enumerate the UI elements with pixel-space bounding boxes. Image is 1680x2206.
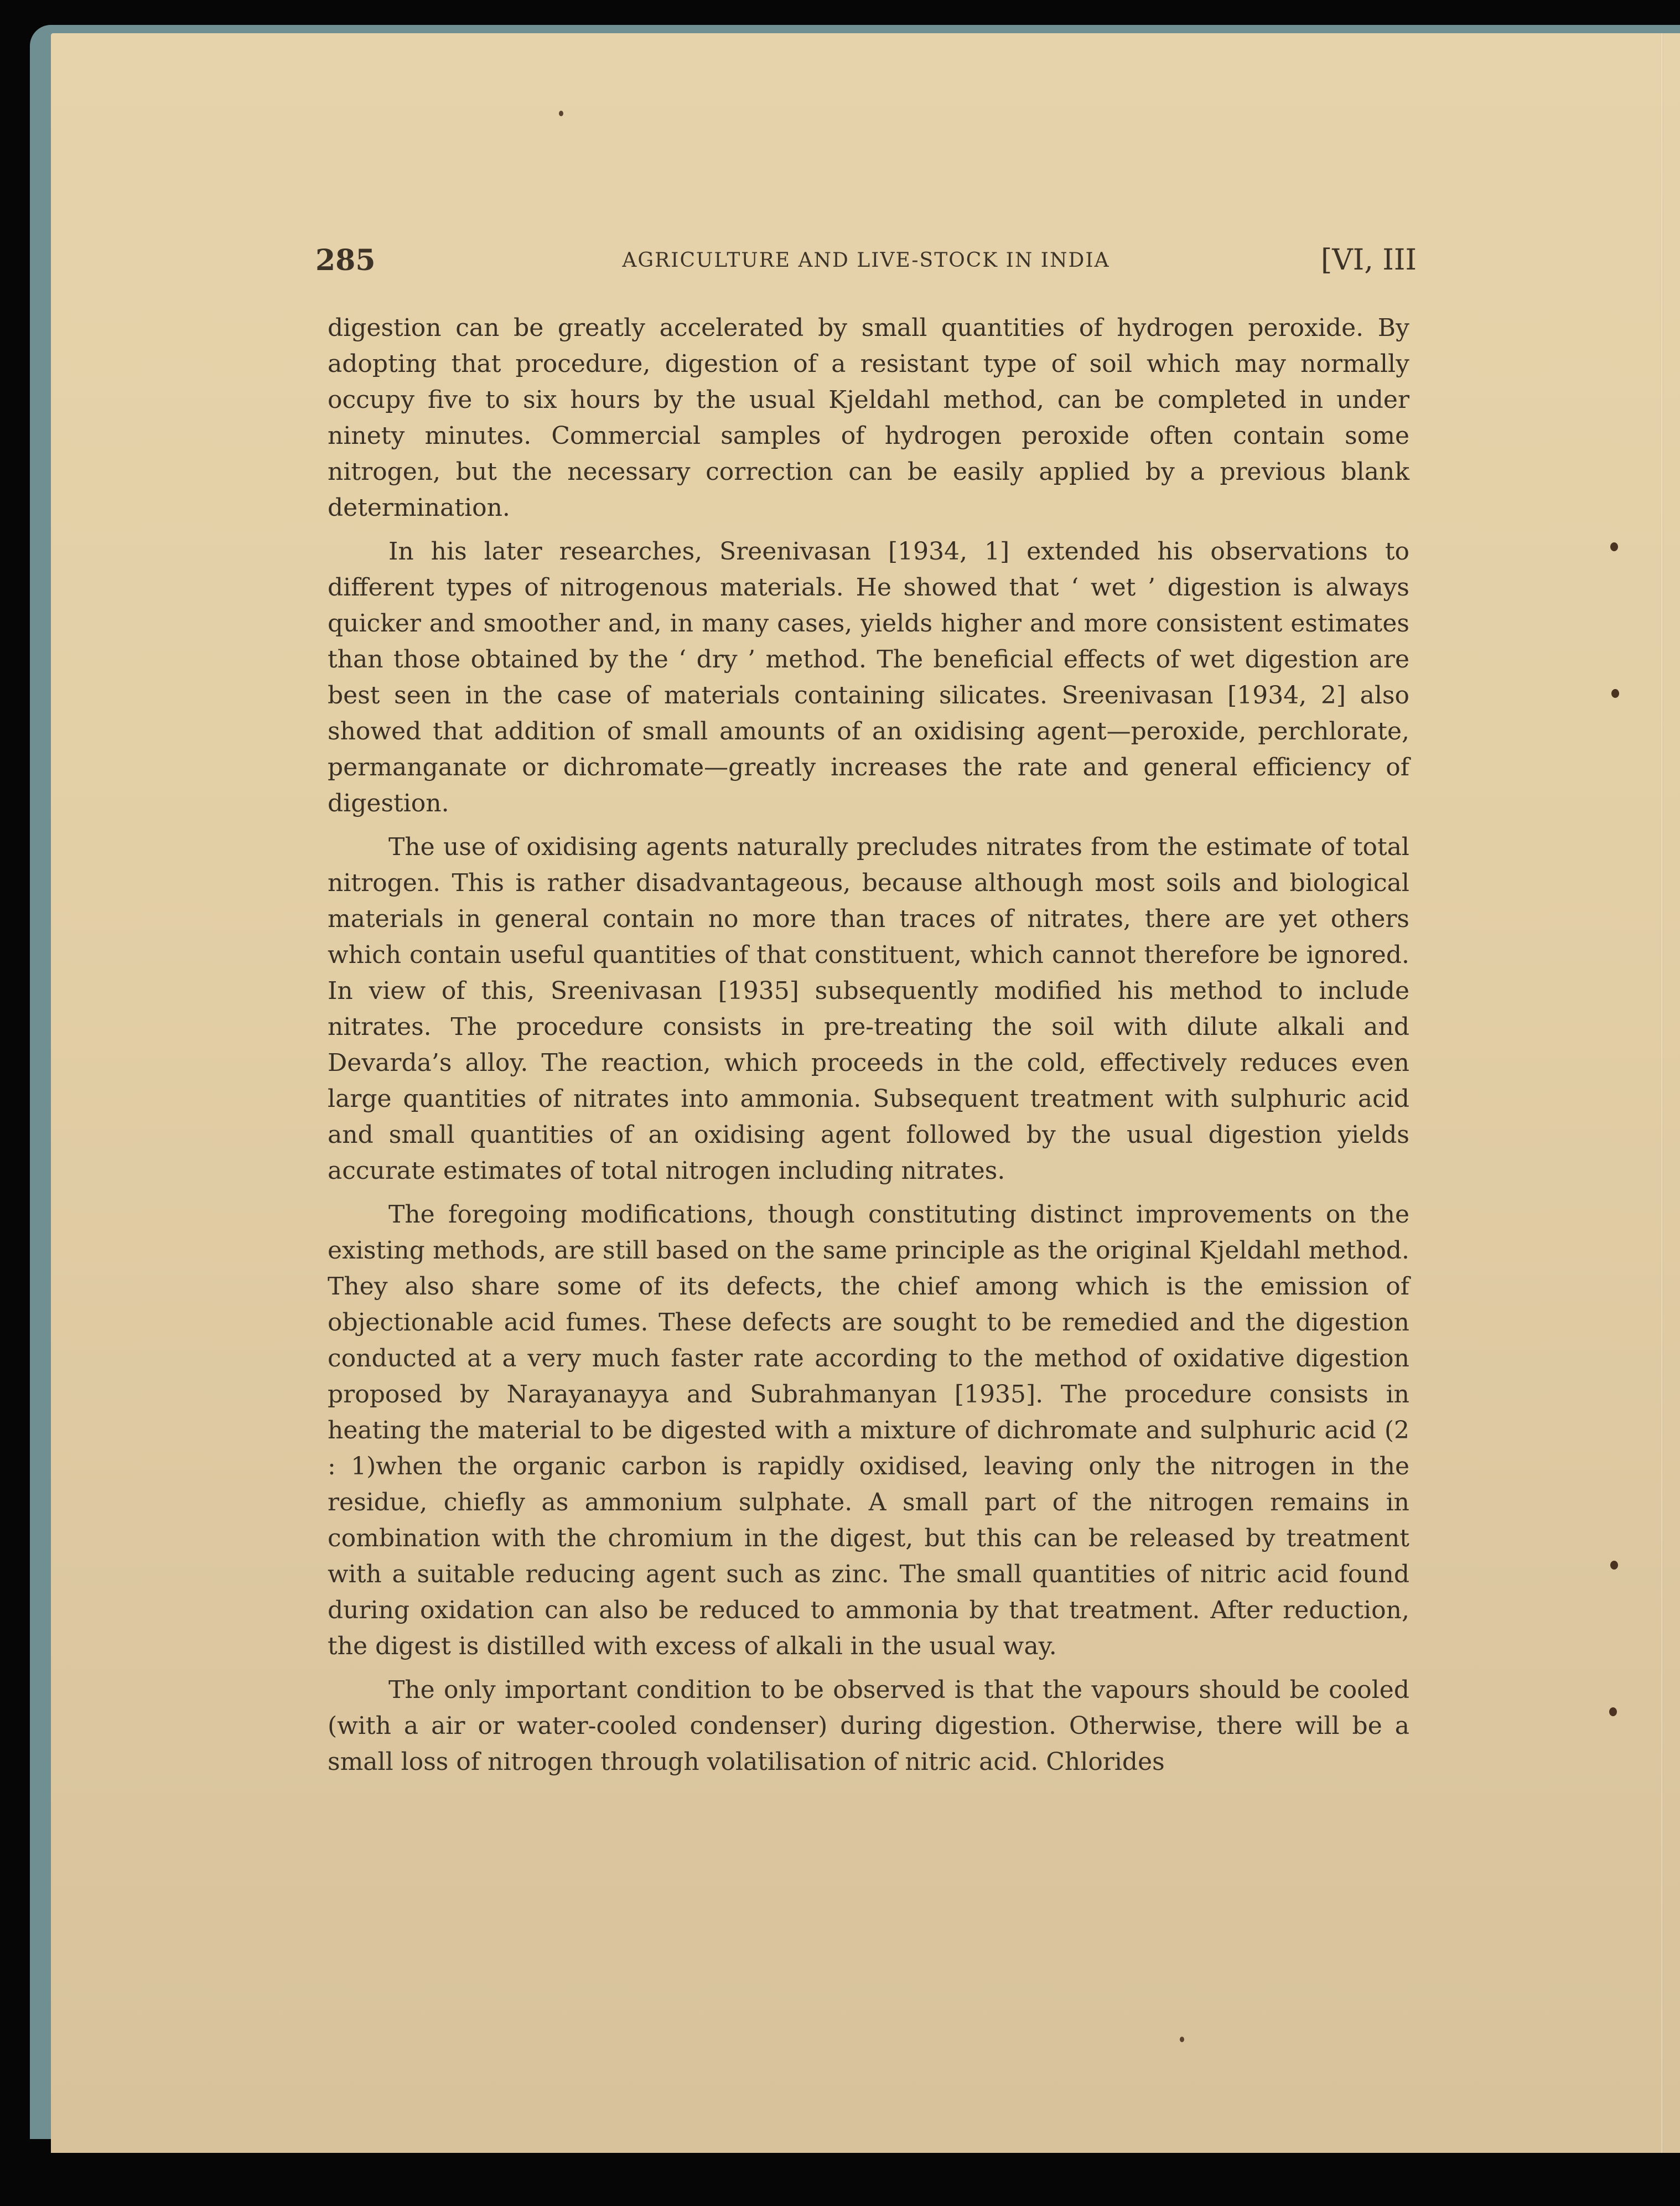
paragraph: The foregoing modifications, though constituting distinct improvements on the existing methods, are still based on the same principle as the original Kjeldahl method. They also share some of its defects, the chief among which is the emission of objectionable acid fumes. These defects are sought to be remedied and the digestion conducted at a very much faster rate according to the method of oxidative digestion proposed by Narayanayya and Subrahmanyan [1935]. The procedure consists in heating the material to be digested with a mixture of dichromate and sulphuric acid (2 : 1)when the organic carbon is rapidly oxidised, leaving only the nitrogen in the residue, chiefly as ammonium sulphate. A small part of the nitrogen remains in combination with the chromium in the digest, but this can be released by treatment with a suitable reducing agent such as zinc. The small quantities of nitric acid found during oxidation can also be reduced to ammonia by that treatment. After reduction, the digest is distilled with excess of alkali in the usual way. xyxy=(328,1200,1409,1660)
staple-hole-icon xyxy=(1610,1561,1618,1570)
paragraph: digestion can be greatly accelerated by small quantities of hydrogen peroxide. By adopting that procedure, digestion of a resistant type of soil which may normally occupy five to six hours by the usual Kjeldahl method, can be completed in under ninety minutes. Commercial samples of hydrogen peroxide often contain some nitrogen, but the necessary correction can be easily applied by a previous blank determination. xyxy=(328,314,1409,522)
paragraph: The use of oxidising agents naturally precludes nitrates from the estimate of total nitrogen. This is rather disadvantageous, because although most soils and biological materials in general contain no more than traces of nitrates, there are yet others which contain useful quantities of that constituent, which cannot therefore be ignored. In view of this, Sreenivasan [1935] subsequently modified his method to include nitrates. The procedure consists in pre-treating the soil with dilute alkali and Devarda’s alloy. The reaction, which proceeds in the cold, effectively reduces even large quantities of nitrates into ammonia. Subsequent treatment with sulphuric acid and small quantities of an oxidising agent followed by the usual digestion yields accurate estimates of total nitrogen including nitrates. xyxy=(328,833,1409,1185)
running-header xyxy=(315,244,1417,282)
paragraph: The only important condition to be observed is that the vapours should be cooled (with a air or water-cooled condenser) during digestion. Otherwise, there will be a small loss of nitrogen through volatilisation of nitric acid. Chlorides xyxy=(328,1676,1409,1776)
section-mark: [VI, III xyxy=(1320,244,1417,277)
paper-speck xyxy=(559,111,563,116)
staple-hole-icon xyxy=(1609,1707,1617,1716)
page-number: 285 xyxy=(315,244,376,277)
staple-hole-icon xyxy=(1610,542,1618,551)
running-title: AGRICULTURE AND LIVE-STOCK IN INDIA xyxy=(622,249,1110,272)
staple-hole-icon xyxy=(1611,689,1619,698)
body-text xyxy=(328,310,1409,1788)
paper-speck xyxy=(1180,2037,1184,2042)
paragraph: In his later researches, Sreenivasan [1934, 1] extended his observations to different types of nitrogenous materials. He showed that ‘ wet ’ digestion is always quicker and smoother and, in many cases, yields higher and more consistent estimates than those obtained by the ‘ dry ’ method. The beneficial effects of wet digestion are best seen in the case of materials containing silicates. Sreenivasan [1934, 2] also showed that addition of small amounts of an oxidising agent—peroxide, perchlorate, permanganate or dichromate—greatly increases the rate and general efficiency of digestion. xyxy=(328,537,1409,817)
